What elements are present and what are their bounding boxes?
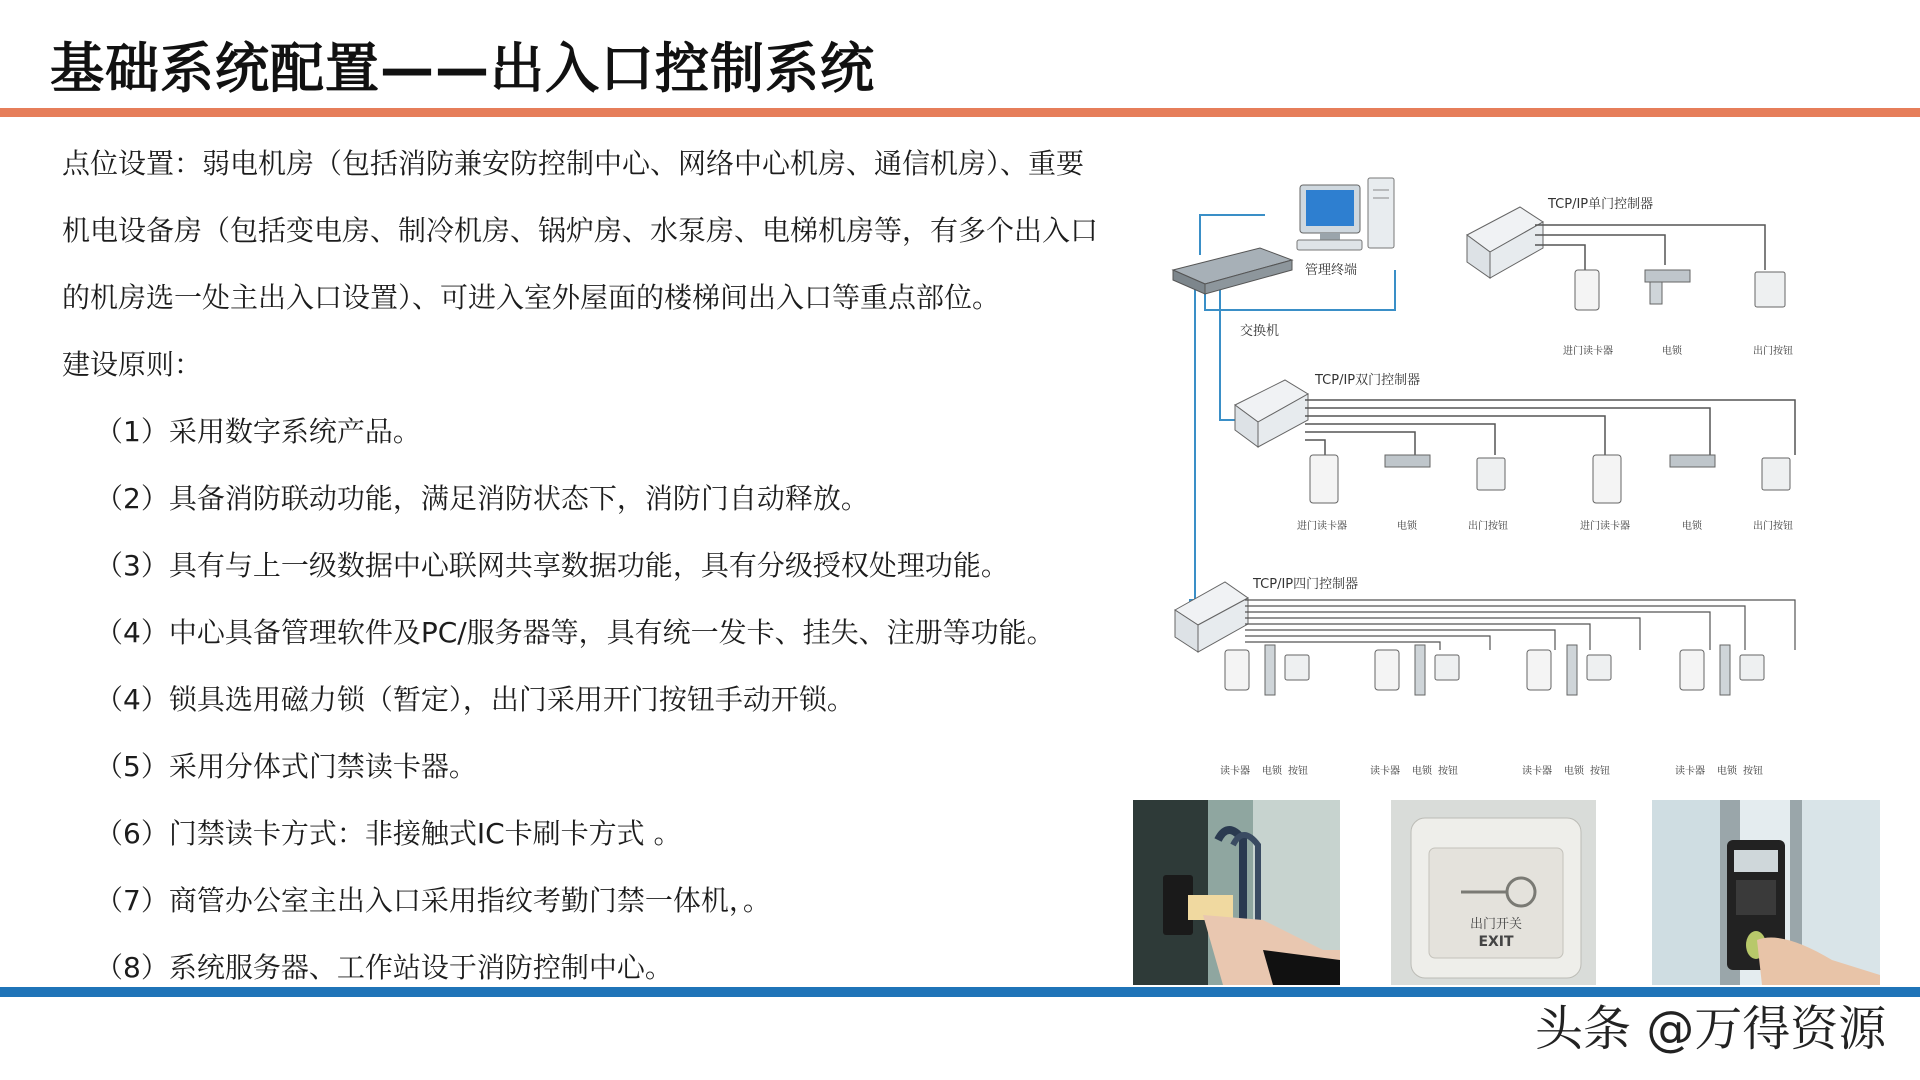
reader-label: 读卡器: [1522, 766, 1552, 777]
exit-button-icon: [1477, 458, 1505, 490]
quad-controller-label: TCP/IP四门控制器: [1253, 577, 1359, 592]
reader-label: 读卡器: [1370, 766, 1400, 777]
lock-icon: [1415, 645, 1425, 695]
exit-button-icon: [1755, 272, 1785, 307]
lock-icon: [1670, 455, 1715, 467]
principle-item: （6）门禁读卡方式：非接触式IC卡刷卡方式 。: [95, 817, 682, 850]
reader-icon: [1225, 650, 1249, 690]
principle-item: （1）采用数字系统产品。: [95, 415, 421, 448]
principle-item: （2）具备消防联动功能，满足消防状态下，消防门自动释放。: [95, 482, 869, 515]
reader-in-label: 进门读卡器: [1580, 521, 1630, 532]
terminal-icon: [1297, 178, 1394, 250]
principle-item: （3）具有与上一级数据中心联网共享数据功能，具有分级授权处理功能。: [95, 549, 1009, 582]
paragraph-line: 的机房选一处主出入口设置）、可进入室外屋面的楼梯间出入口等重点部位。: [62, 281, 1001, 314]
lock-icon: [1645, 270, 1690, 304]
single-controller-icon: [1467, 207, 1543, 278]
exit-button-en-text: EXIT: [1478, 934, 1514, 950]
button-icon: [1435, 655, 1459, 680]
door-group: [1680, 645, 1764, 695]
lock-label: 电锁: [1564, 766, 1584, 777]
principle-item: （7）商管办公室主出入口采用指纹考勤门禁一体机，。: [95, 884, 771, 917]
terminal-label: 管理终端: [1305, 263, 1358, 278]
access-control-diagram: [1165, 170, 1815, 790]
button-label: 按钮: [1288, 766, 1308, 777]
door-group: [1375, 645, 1459, 695]
button-icon: [1740, 655, 1764, 680]
principle-item: （5）采用分体式门禁读卡器。: [95, 750, 477, 783]
lock-icon: [1265, 645, 1275, 695]
reader-label: 读卡器: [1675, 766, 1705, 777]
principle-item: （8）系统服务器、工作站设于消防控制中心。: [95, 951, 673, 984]
exit-button-cn-text: 出门开关: [1469, 917, 1523, 932]
reader-in-label: 进门读卡器: [1563, 346, 1613, 357]
lock-label: 电锁: [1262, 766, 1282, 777]
principle-item: （4）锁具选用磁力锁（暂定），出门采用开门按钮手动开锁。: [95, 683, 855, 716]
principles-heading: 建设原则：: [62, 348, 203, 381]
exit-button-label: 出门按钮: [1753, 521, 1793, 532]
switch-icon: [1173, 248, 1292, 294]
switch-label: 交换机: [1240, 324, 1280, 339]
reader-in-icon: [1593, 455, 1621, 503]
button-label: 按钮: [1743, 766, 1763, 777]
lock-label: 电锁: [1412, 766, 1432, 777]
door-group: [1527, 645, 1611, 695]
fingerprint-terminal-photo: [1652, 800, 1880, 985]
paragraph-line: 点位设置：弱电机房（包括消防兼安防控制中心、网络中心机房、通信机房）、重要: [62, 147, 1085, 180]
page-title: 基础系统配置——出入口控制系统: [50, 37, 875, 100]
content-text: [62, 140, 1112, 1011]
title-divider: [0, 108, 1920, 117]
exit-button-label: 出门按钮: [1753, 346, 1793, 357]
reader-label: 读卡器: [1220, 766, 1250, 777]
watermark: 头条 @万得资源: [1535, 1001, 1887, 1057]
double-controller-icon: [1235, 380, 1308, 447]
reader-icon: [1680, 650, 1704, 690]
lock-icon: [1567, 645, 1577, 695]
button-label: 按钮: [1590, 766, 1610, 777]
lock-icon: [1385, 455, 1430, 467]
exit-button-icon: [1762, 458, 1790, 490]
reader-in-icon: [1310, 455, 1338, 503]
reader-icon: [1527, 650, 1551, 690]
button-icon: [1587, 655, 1611, 680]
door-group: [1225, 645, 1309, 695]
lock-label: 电锁: [1682, 521, 1702, 532]
quad-controller-icon: [1175, 582, 1248, 652]
lock-icon: [1720, 645, 1730, 695]
lock-label: 电锁: [1717, 766, 1737, 777]
button-label: 按钮: [1438, 766, 1458, 777]
reader-in-label: 进门读卡器: [1297, 521, 1347, 532]
exit-button-label: 出门按钮: [1468, 521, 1508, 532]
card-reader-photo: [1133, 800, 1340, 985]
reader-icon: [1375, 650, 1399, 690]
lock-label: 电锁: [1662, 346, 1682, 357]
single-controller-label: TCP/IP单门控制器: [1548, 197, 1654, 212]
lock-label: 电锁: [1397, 521, 1417, 532]
exit-button-photo: [1391, 800, 1596, 985]
paragraph-line: 机电设备房（包括变电房、制冷机房、锅炉房、水泵房、电梯机房等，有多个出入口: [62, 214, 1099, 247]
reader-in-icon: [1575, 270, 1599, 310]
button-icon: [1285, 655, 1309, 680]
double-controller-label: TCP/IP双门控制器: [1315, 373, 1421, 388]
principle-item: （4）中心具备管理软件及PC/服务器等，具有统一发卡、挂失、注册等功能。: [95, 616, 1055, 649]
